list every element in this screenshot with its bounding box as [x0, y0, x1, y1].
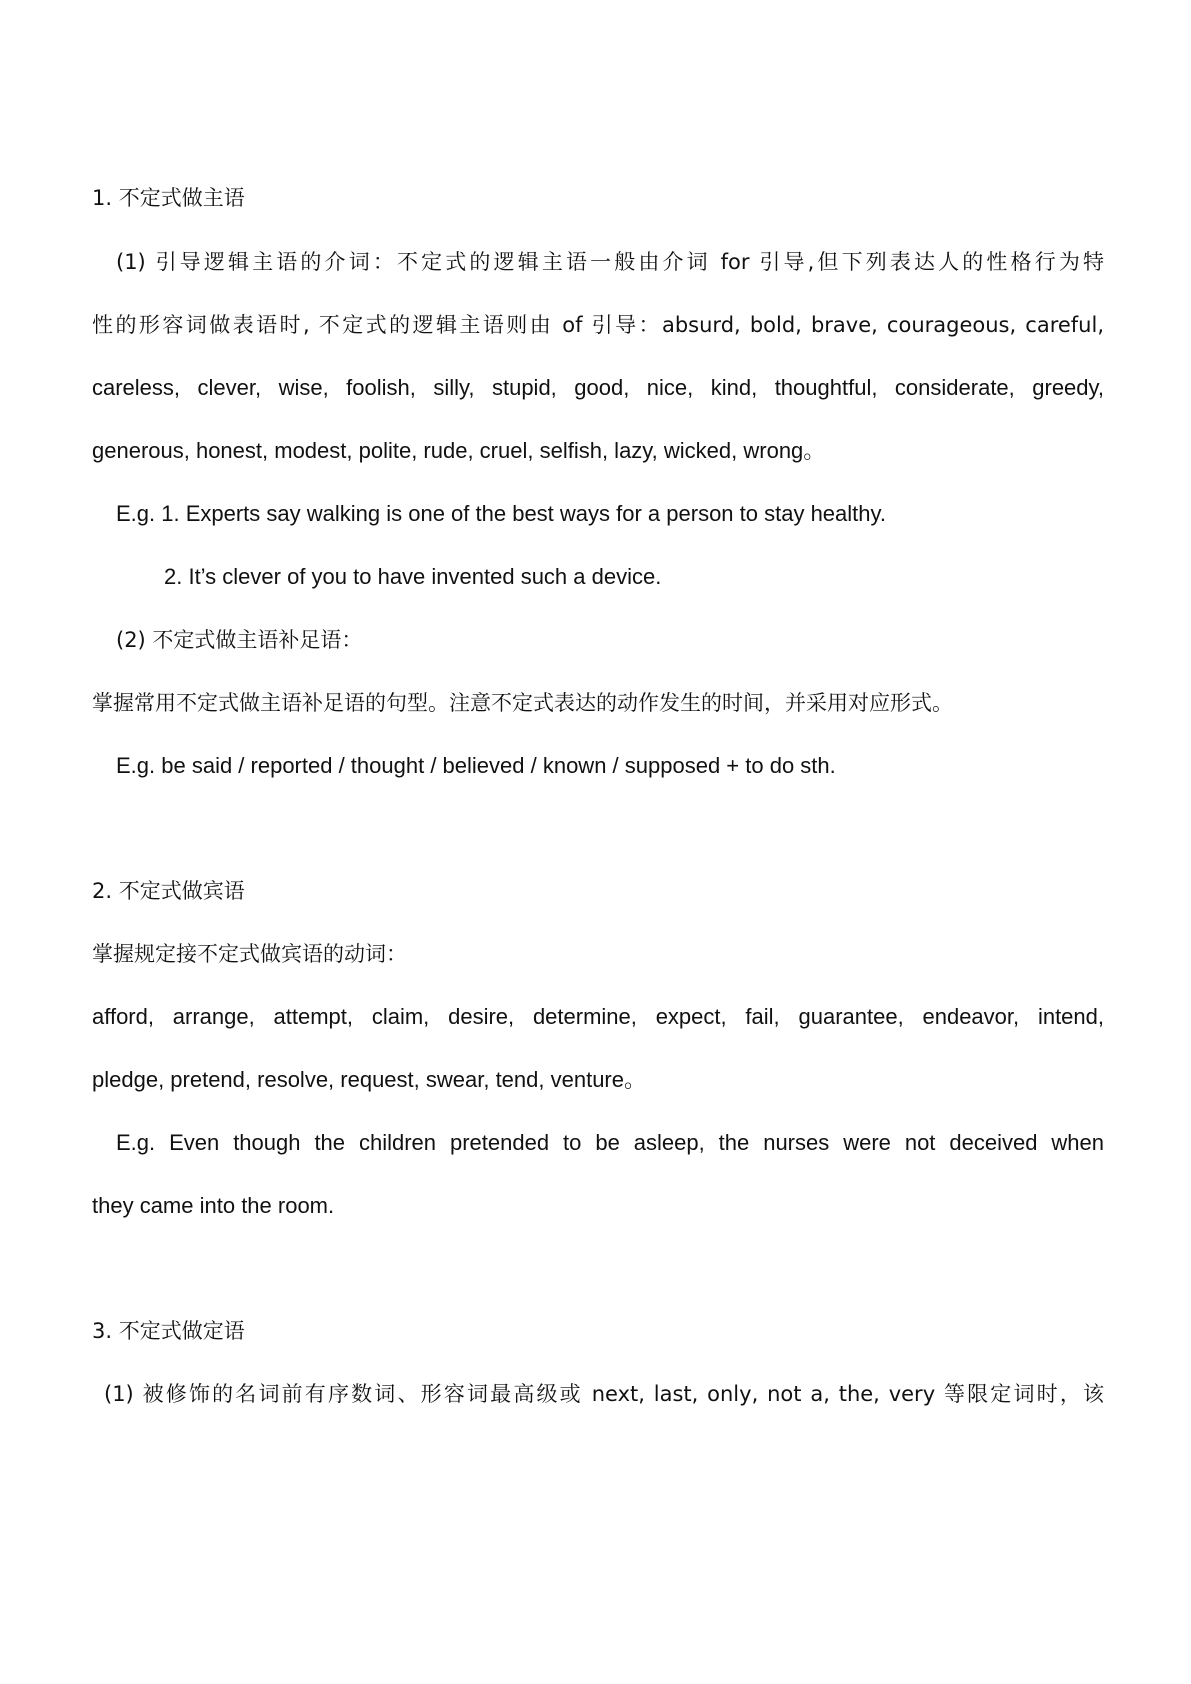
section-heading-2: 2. 不定式做宾语: [92, 879, 245, 903]
paragraph-line: careless, clever, wise, foolish, silly, stupid, good, nice, kind, thoughtful, considerate, greedy,: [92, 375, 1104, 400]
example-line: E.g. Even though the children pretended to be asleep, the nurses were not deceived when: [116, 1130, 1104, 1155]
paragraph-line: 掌握规定接不定式做宾语的动词：: [92, 942, 407, 966]
example-line: E.g. be said / reported / thought / believed / known / supposed + to do sth.: [116, 753, 836, 778]
subsection-heading: (2) 不定式做主语补足语：: [116, 628, 363, 652]
example-line: E.g. 1. Experts say walking is one of the best ways for a person to stay healthy.: [116, 501, 886, 526]
example-line: they came into the room.: [92, 1193, 335, 1218]
example-line: 2. It’s clever of you to have invented such a device.: [164, 564, 662, 589]
paragraph-line: 掌握常用不定式做主语补足语的句型。注意不定式表达的动作发生的时间，并采用对应形式。: [92, 691, 953, 715]
paragraph-line: (1) 引导逻辑主语的介词：不定式的逻辑主语一般由介词 for 引导,但下列表达人的性格行为特: [116, 250, 1104, 274]
paragraph-line: pledge, pretend, resolve, request, swear, tend, venture。: [92, 1067, 646, 1092]
paragraph-line: generous, honest, modest, polite, rude, cruel, selfish, lazy, wicked, wrong。: [92, 438, 826, 463]
paragraph-line: 性的形容词做表语时, 不定式的逻辑主语则由 of 引导：absurd, bold, brave, courageous, careful,: [92, 313, 1104, 337]
section-heading-3: 3. 不定式做定语: [92, 1319, 245, 1343]
paragraph-line: (1) 被修饰的名词前有序数词、形容词最高级或 next, last, only, not a, the, very 等限定词时，该: [104, 1382, 1104, 1406]
section-heading-1: 1. 不定式做主语: [92, 186, 245, 210]
paragraph-line: afford, arrange, attempt, claim, desire, determine, expect, fail, guarantee, endeavor, intend,: [92, 1004, 1104, 1029]
